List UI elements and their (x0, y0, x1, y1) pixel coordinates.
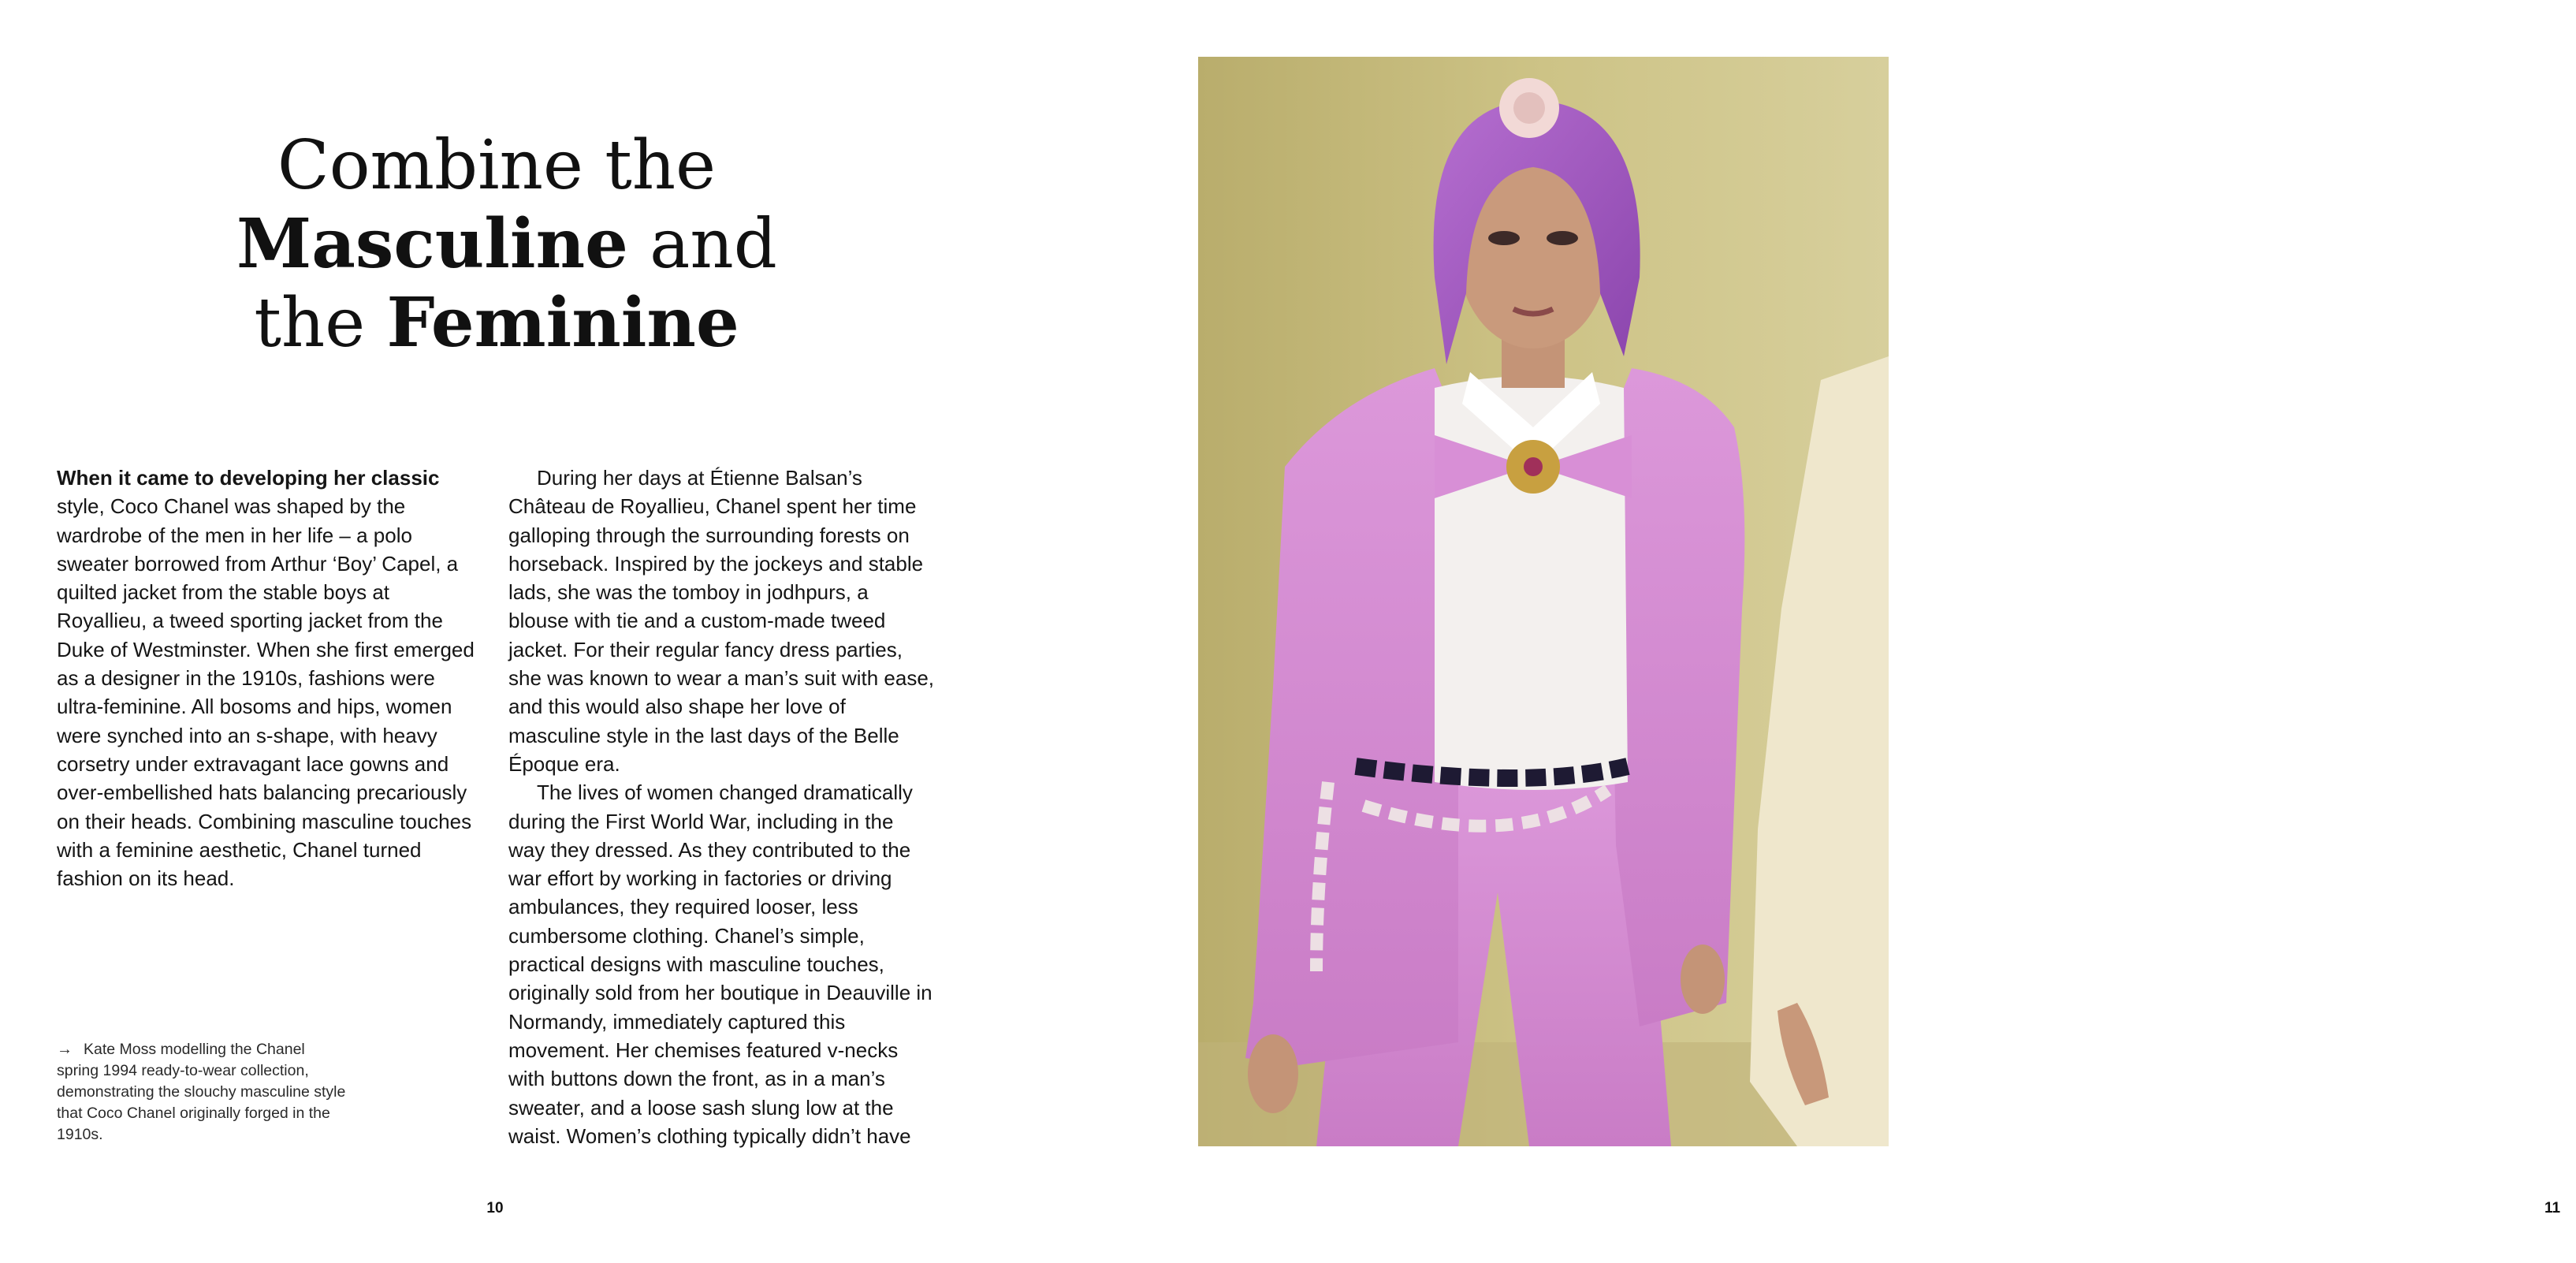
body-paragraph-1: During her days at Étienne Balsan’s Château de Royallieu, Chanel spent her time galloping through the surrounding forests on horseback. Inspired by the jockeys and stable lads, she was the tomboy in jodhpurs, a blouse with tie and a custom-made tweed jacket. For their regular fancy dress parties, she was known to wear a man’s suit with ease, and this would also shape her love of masculine style in the last days of the Belle Époque era. (508, 466, 935, 776)
title-line-2 (236, 204, 777, 284)
title-line-1: Combine the (277, 126, 717, 205)
photo-caption (57, 1039, 348, 1146)
page-number-left: 10 (486, 1200, 504, 1216)
body-paragraph-2: The lives of women changed dramatically during the First World War, including in the way they dressed. As they contributed to the war effort by working in factories or driving ambulances, they required looser, less cumbersome clothing. Chanel’s simple, practical designs with masculine touches, originally sold from her boutique in Deauville in Normandy, immediately captured this movement. Her chemises featured v-necks with buttons down the front, as in a man’s sweater, and a loose sash slung low at the waist. Women’s clothing typically didn’t have (508, 781, 932, 1148)
title-bold-masculine: Masculine (236, 204, 628, 284)
page-number-right: 11 (2544, 1200, 2561, 1216)
body-text: style, Coco Chanel was shaped by the wardrobe of the men in her life – a polo sweater borrowed from Arthur ‘Boy’ Capel, a quilted jacket from the stable boys at Royallieu, a tweed sporting jacket from the Duke of Westminster. When she first emerged as a designer in the 1910s, fashions were ultra-feminine. All bosoms and hips, women were synched into an s-shape, with heavy corsetry under extravagant lace gowns and over-embellished hats balancing precariously on their heads. Combining masculine touches with a feminine aesthetic, Chanel turned fashion on its head. (57, 494, 475, 891)
body-column-1 (57, 464, 482, 892)
left-hand (1248, 1034, 1298, 1113)
runway-photo-illustration (1198, 57, 1889, 1146)
title-bold-feminine: Feminine (386, 283, 739, 363)
title-line-3-start: the (254, 284, 387, 363)
left-page (0, 0, 1009, 1263)
arrow-right-icon: → (57, 1041, 73, 1058)
right-hand (1681, 944, 1725, 1014)
lead-in-text: When it came to developing her classic (57, 466, 440, 490)
body-paragraph (57, 464, 482, 892)
page-title (236, 126, 777, 363)
caption-text: Kate Moss modelling the Chanel spring 1994 ready-to-wear collection, demonstrating the slouchy masculine style that Coco Chanel originally forged in the 1910s. (57, 1041, 346, 1143)
title-line-3 (236, 284, 757, 363)
title-line-2-rest: and (627, 205, 777, 284)
body-column-2 (508, 464, 934, 1150)
runway-photo (1198, 57, 1889, 1146)
